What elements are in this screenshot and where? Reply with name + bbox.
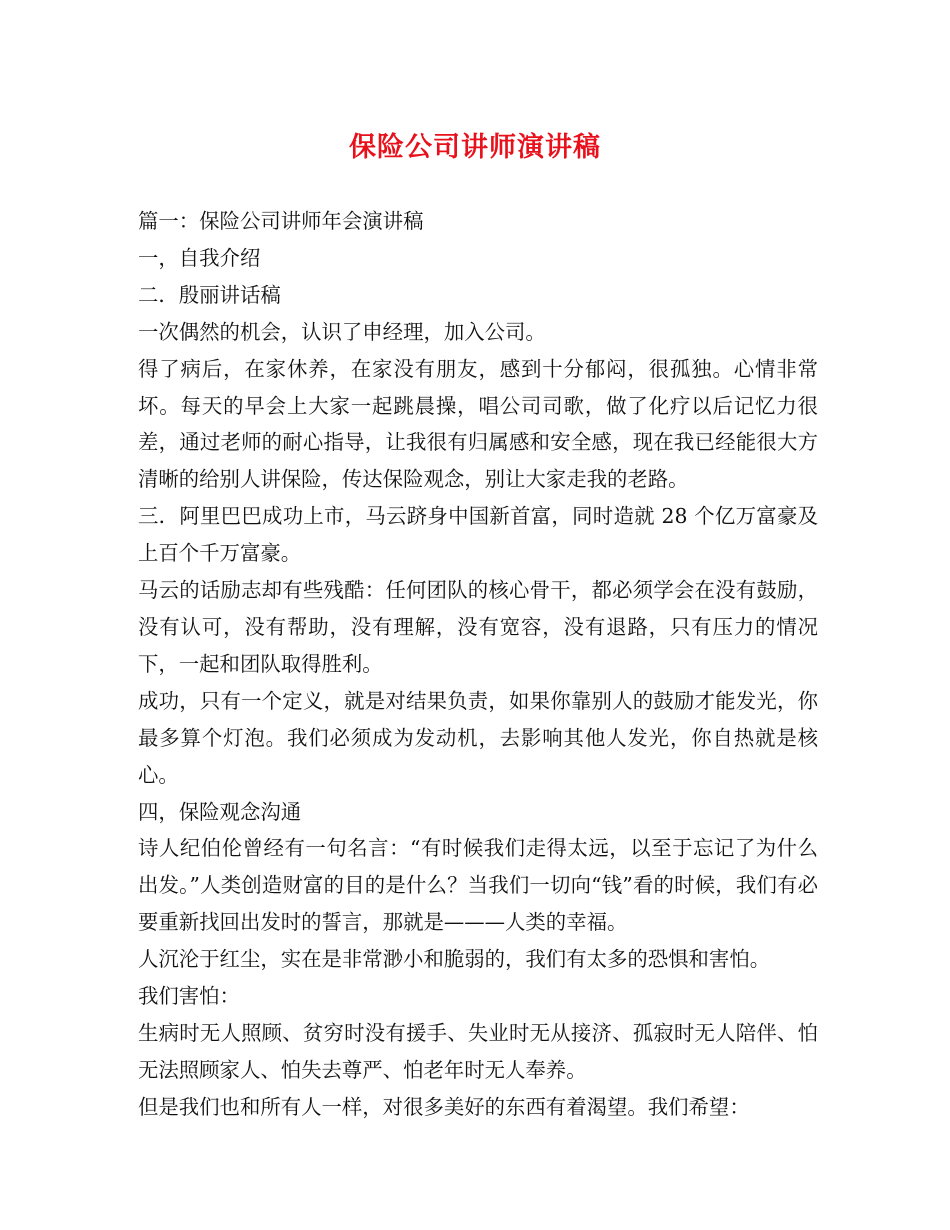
paragraph-heading-part-one: 篇一：保险公司讲师年会演讲稿 (138, 209, 424, 233)
paragraph: 我们害怕： (138, 984, 240, 1009)
document-title: 保险公司讲师演讲稿 (349, 132, 601, 163)
paragraph: 得了病后，在家休养，在家没有朋友，感到十分郁闷，很孤独。心情非常坏。每天的早会上大家一起跳晨操，唱公司司歌，做了化疗以后记忆力很差，通过老师的耐心指导，让我很有归属感和安全感，现在我已经能很大方清晰的给别人讲保险，传达保险观念，别让大家走我的老路。 (138, 356, 818, 492)
document-body (138, 203, 818, 1126)
paragraph-section-two: 二．殷丽讲话稿 (138, 282, 281, 307)
paragraph: 生病时无人照顾、贫穷时没有援手、失业时无从接济、孤寂时无人陪伴、怕无法照顾家人、怕失去尊严、怕老年时无人奉养。 (138, 1020, 818, 1082)
paragraph-section-three: 三．阿里巴巴成功上市，马云跻身中国新首富，同时造就 28 个亿万富豪及上百个千万富豪。 (138, 504, 818, 566)
paragraph: 诗人纪伯伦曾经有一句名言：“有时候我们走得太远，以至于忘记了为什么出发。”人类创造财富的目的是什么？当我们一切向“钱”看的时候，我们有必要重新找回出发时的誓言，那就是———人类的幸福。 (138, 836, 818, 935)
paragraph-section-one: 一，自我介绍 (138, 245, 261, 270)
paragraph: 一次偶然的机会，认识了申经理，加入公司。 (138, 319, 546, 344)
paragraph: 马云的话励志却有些残酷：任何团队的核心骨干，都必须学会在没有鼓励，没有认可，没有帮助，没有理解，没有宽容，没有退路，只有压力的情况下，一起和团队取得胜利。 (138, 578, 818, 676)
paragraph-section-four: 四，保险观念沟通 (138, 799, 302, 824)
paragraph: 但是我们也和所有人一样，对很多美好的东西有着渴望。我们希望： (138, 1094, 750, 1119)
paragraph: 成功，只有一个定义，就是对结果负责，如果你靠别人的鼓励才能发光，你最多算个灯泡。我们必须成为发动机，去影响其他人发光，你自热就是核心。 (138, 688, 818, 787)
paragraph: 人沉沦于红尘，实在是非常渺小和脆弱的，我们有太多的恐惧和害怕。 (138, 947, 771, 972)
